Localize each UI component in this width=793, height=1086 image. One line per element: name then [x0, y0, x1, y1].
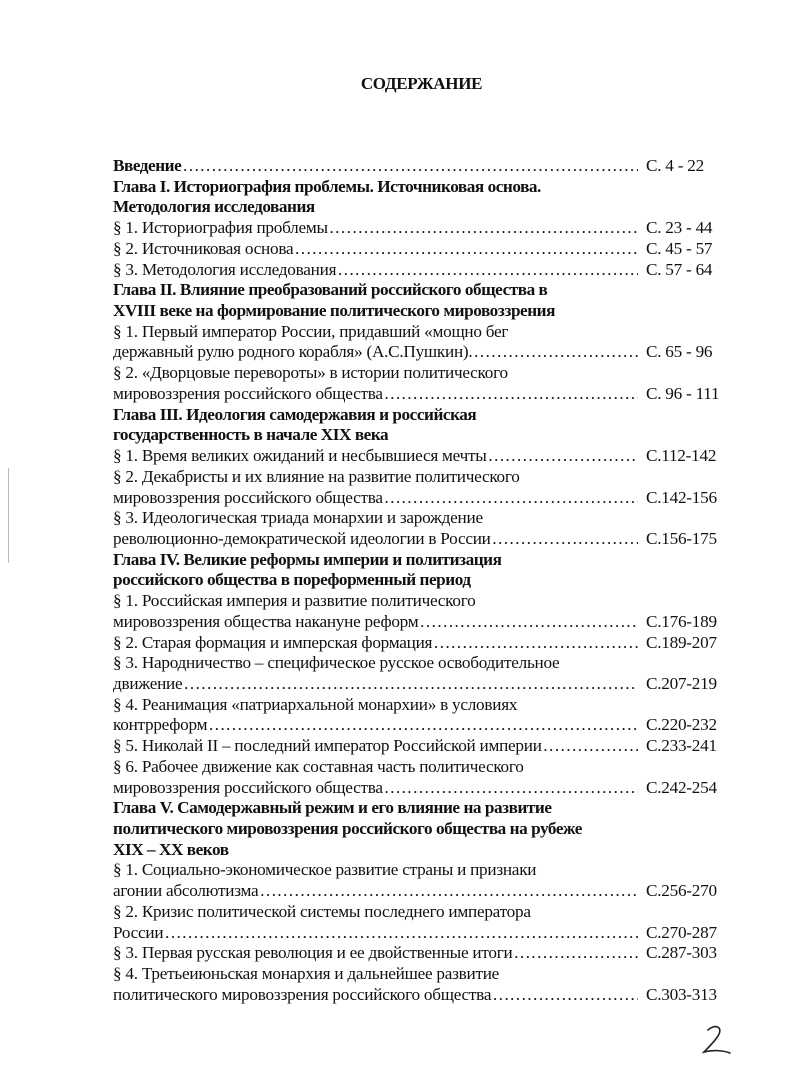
toc-page-range — [646, 695, 728, 716]
toc-page-range: С.233-241 — [646, 736, 717, 756]
toc-page-range: С.270-287 — [646, 922, 717, 942]
toc-entry-text: § 4. Третьеиюньская монархия и дальнейшее развитие — [113, 964, 500, 984]
toc-entry-text: § 1. Российская империя и развитие политического — [113, 591, 476, 611]
toc-page-range — [646, 757, 728, 778]
dot-leader — [502, 550, 638, 571]
toc-entry-text: § 1. Социально-экономическое развитие страны и признаки — [113, 860, 537, 880]
toc-entry-text: XIX – XX веков — [113, 839, 229, 859]
dot-leader — [548, 280, 638, 301]
toc-section-line — [113, 612, 728, 633]
dot-leader — [542, 177, 638, 198]
dot-leader — [337, 260, 638, 281]
toc-chapter-line — [113, 550, 728, 571]
toc-page-range — [646, 322, 728, 343]
dot-leader — [316, 197, 638, 218]
toc-page-range: С.256-270 — [646, 881, 717, 901]
toc-page-range — [646, 840, 728, 861]
toc-page-range: С.242-254 — [646, 777, 717, 797]
toc-entry-text: Глава I. Историография проблемы. Источниковая основа. — [113, 176, 541, 196]
dot-leader — [500, 964, 638, 985]
toc-page-range: С.207-219 — [646, 673, 717, 693]
toc-page-range: С.303-313 — [646, 984, 717, 1004]
dot-leader — [484, 508, 638, 529]
toc-entry-text: § 3. Методология исследования — [113, 259, 337, 279]
toc-section-line — [113, 695, 728, 716]
toc-page-range: С.156-175 — [646, 528, 717, 548]
toc-page-range: С.287-303 — [646, 943, 717, 963]
toc-section-line — [113, 591, 728, 612]
toc-page-range — [646, 405, 728, 426]
dot-leader — [183, 674, 638, 695]
toc-chapter-line — [113, 570, 728, 591]
toc-section-line — [113, 529, 728, 550]
toc-section-line — [113, 736, 728, 757]
toc-entry-text: мировоззрения общества накануне реформ — [113, 611, 419, 631]
dot-leader — [488, 446, 638, 467]
toc-page-range — [646, 570, 728, 591]
toc-entry-text: Глава II. Влияние преобразований российского общества в — [113, 280, 548, 300]
toc-section-line — [113, 467, 728, 488]
toc-page-range — [646, 798, 728, 819]
toc-section-line — [113, 964, 728, 985]
toc-entry-text: § 1. Время великих ожиданий и несбывшиеся мечты — [113, 446, 487, 466]
toc-page-range: С. 23 - 44 — [646, 218, 713, 238]
dot-leader — [518, 695, 638, 716]
toc-page-range: С. 45 - 57 — [646, 238, 713, 258]
dot-leader — [583, 819, 638, 840]
dot-leader — [419, 612, 638, 633]
toc-chapter-line — [113, 405, 728, 426]
toc-entry-text: Методология исследования — [113, 197, 315, 217]
toc-section-line — [113, 902, 728, 923]
scan-artifact-line — [8, 468, 9, 563]
toc-section-line — [113, 985, 728, 1006]
toc-page-range — [646, 425, 728, 446]
toc-entry-text: § 5. Николай II – последний император Российской империи — [113, 736, 542, 756]
dot-leader — [492, 529, 638, 550]
toc-section-line — [113, 778, 728, 799]
toc-section-line — [113, 923, 728, 944]
toc-chapter-line — [113, 177, 728, 198]
toc-entry-text: державный рулю родного корабля» (А.С.Пушкин). — [113, 342, 473, 362]
dot-leader — [182, 156, 638, 177]
dot-leader — [384, 488, 638, 509]
dot-leader — [532, 902, 638, 923]
toc-page-range — [646, 508, 728, 529]
toc-page-range — [646, 363, 728, 384]
toc-entry-text: § 2. Старая формация и имперская формация — [113, 632, 433, 652]
toc-entry-text: § 1. Первый император России, придавший «мощно бег — [113, 321, 509, 341]
toc-section-line — [113, 322, 728, 343]
dot-leader — [329, 218, 638, 239]
dot-leader — [560, 653, 638, 674]
dot-leader — [553, 798, 638, 819]
toc-entry-text: политического мировоззрения российского общества на рубеже — [113, 819, 582, 838]
toc-chapter-line — [113, 156, 728, 177]
toc-section-line — [113, 218, 728, 239]
toc-entry-text: § 6. Рабочее движение как составная часть политического — [113, 756, 524, 776]
toc-section-line — [113, 488, 728, 509]
toc-page-range — [646, 280, 728, 301]
toc-page-range: С. 96 - 111 — [646, 383, 720, 403]
toc-section-line — [113, 860, 728, 881]
dot-leader — [525, 757, 638, 778]
toc-entry-text: Глава III. Идеология самодержавия и российская — [113, 404, 477, 424]
dot-leader — [208, 715, 638, 736]
toc-page-range — [646, 653, 728, 674]
toc-section-line — [113, 446, 728, 467]
dot-leader — [477, 405, 638, 426]
toc-page-range: С.142-156 — [646, 487, 717, 507]
table-of-contents — [113, 156, 728, 1005]
toc-section-line — [113, 633, 728, 654]
toc-entry-text: § 2. Кризис политической системы последнего императора — [113, 901, 531, 921]
toc-page-range: С. 57 - 64 — [646, 259, 713, 279]
toc-section-line — [113, 384, 728, 405]
toc-entry-text: политического мировоззрения российского общества — [113, 984, 492, 1004]
toc-page-range — [646, 467, 728, 488]
toc-section-line — [113, 715, 728, 736]
toc-section-line — [113, 342, 728, 363]
toc-chapter-line — [113, 819, 728, 840]
toc-entry-text: § 4. Реанимация «патриархальной монархии» в условиях — [113, 694, 518, 714]
toc-entry-text: революционно-демократической идеологии в России — [113, 528, 491, 548]
dot-leader — [259, 881, 638, 902]
toc-page-range — [646, 177, 728, 198]
toc-entry-text: XVIII веке на формирование политического мировоззрения — [113, 301, 555, 321]
dot-leader — [509, 322, 638, 343]
toc-section-line — [113, 943, 728, 964]
toc-page-range — [646, 819, 728, 840]
toc-chapter-line — [113, 197, 728, 218]
toc-chapter-line — [113, 301, 728, 322]
toc-entry-text: § 1. Историография проблемы — [113, 218, 328, 238]
page-title: СОДЕРЖАНИЕ — [360, 74, 483, 93]
toc-page-range: С.176-189 — [646, 611, 717, 631]
dot-leader — [384, 778, 638, 799]
toc-page-range — [646, 301, 728, 322]
dot-leader — [513, 943, 638, 964]
toc-entry-text: Глава IV. Великие реформы империи и политизация — [113, 549, 502, 569]
toc-entry-text: контрреформ — [113, 715, 208, 735]
toc-page-range — [646, 197, 728, 218]
toc-page-range — [646, 591, 728, 612]
toc-entry-text: Введение — [113, 156, 182, 175]
toc-section-line — [113, 757, 728, 778]
toc-entry-text: § 3. Народничество – специфическое русское освободительное — [113, 653, 560, 673]
toc-section-line — [113, 653, 728, 674]
toc-page-range: С. 4 - 22 — [646, 156, 704, 175]
toc-page-range: С. 65 - 96 — [646, 342, 713, 362]
dot-leader — [473, 342, 638, 363]
dot-leader — [433, 633, 638, 654]
toc-page-range — [646, 902, 728, 923]
toc-entry-text: § 2. Декабристы и их влияние на развитие политического — [113, 466, 520, 486]
handwritten-page-number — [700, 1022, 736, 1058]
dot-leader — [164, 923, 638, 944]
dot-leader — [543, 736, 638, 757]
toc-page-range: С.189-207 — [646, 632, 717, 652]
toc-entry-text: России — [113, 922, 164, 942]
toc-entry-text: § 3. Первая русская революция и ее двойственные итоги — [113, 943, 513, 963]
toc-section-line — [113, 508, 728, 529]
dot-leader — [230, 840, 638, 861]
toc-section-line — [113, 674, 728, 695]
toc-page-range: С.112-142 — [646, 446, 717, 466]
toc-entry-text: государственность в начале XIX века — [113, 425, 389, 445]
toc-chapter-line — [113, 425, 728, 446]
dot-leader — [294, 239, 638, 260]
toc-section-line — [113, 363, 728, 384]
toc-section-line — [113, 239, 728, 260]
toc-entry-text: § 2. «Дворцовые перевороты» в истории политического — [113, 363, 508, 383]
toc-entry-text: § 2. Источниковая основа — [113, 238, 294, 258]
toc-chapter-line — [113, 798, 728, 819]
toc-entry-text: мировоззрения российского общества — [113, 383, 383, 403]
toc-entry-text: мировоззрения российского общества — [113, 777, 383, 797]
dot-leader — [521, 467, 638, 488]
toc-chapter-line — [113, 280, 728, 301]
dot-leader — [476, 591, 638, 612]
dot-leader — [537, 860, 638, 881]
toc-entry-text: движение — [113, 673, 183, 693]
toc-page-range — [646, 964, 728, 985]
toc-entry-text: мировоззрения российского общества — [113, 487, 383, 507]
dot-leader — [509, 363, 638, 384]
dot-leader — [389, 425, 638, 446]
toc-entry-text: § 3. Идеологическая триада монархии и зарождение — [113, 508, 483, 528]
toc-section-line — [113, 260, 728, 281]
toc-page-range — [646, 550, 728, 571]
dot-leader — [492, 985, 638, 1006]
toc-entry-text: Глава V. Самодержавный режим и его влияние на развитие — [113, 798, 552, 818]
toc-section-line — [113, 881, 728, 902]
toc-entry-text: российского общества в пореформенный период — [113, 570, 471, 590]
toc-chapter-line — [113, 840, 728, 861]
toc-page-range: С.220-232 — [646, 715, 717, 735]
toc-entry-text: агонии абсолютизма — [113, 881, 259, 901]
dot-leader — [556, 301, 638, 322]
dot-leader — [384, 384, 638, 405]
dot-leader — [472, 570, 638, 591]
toc-page-range — [646, 860, 728, 881]
